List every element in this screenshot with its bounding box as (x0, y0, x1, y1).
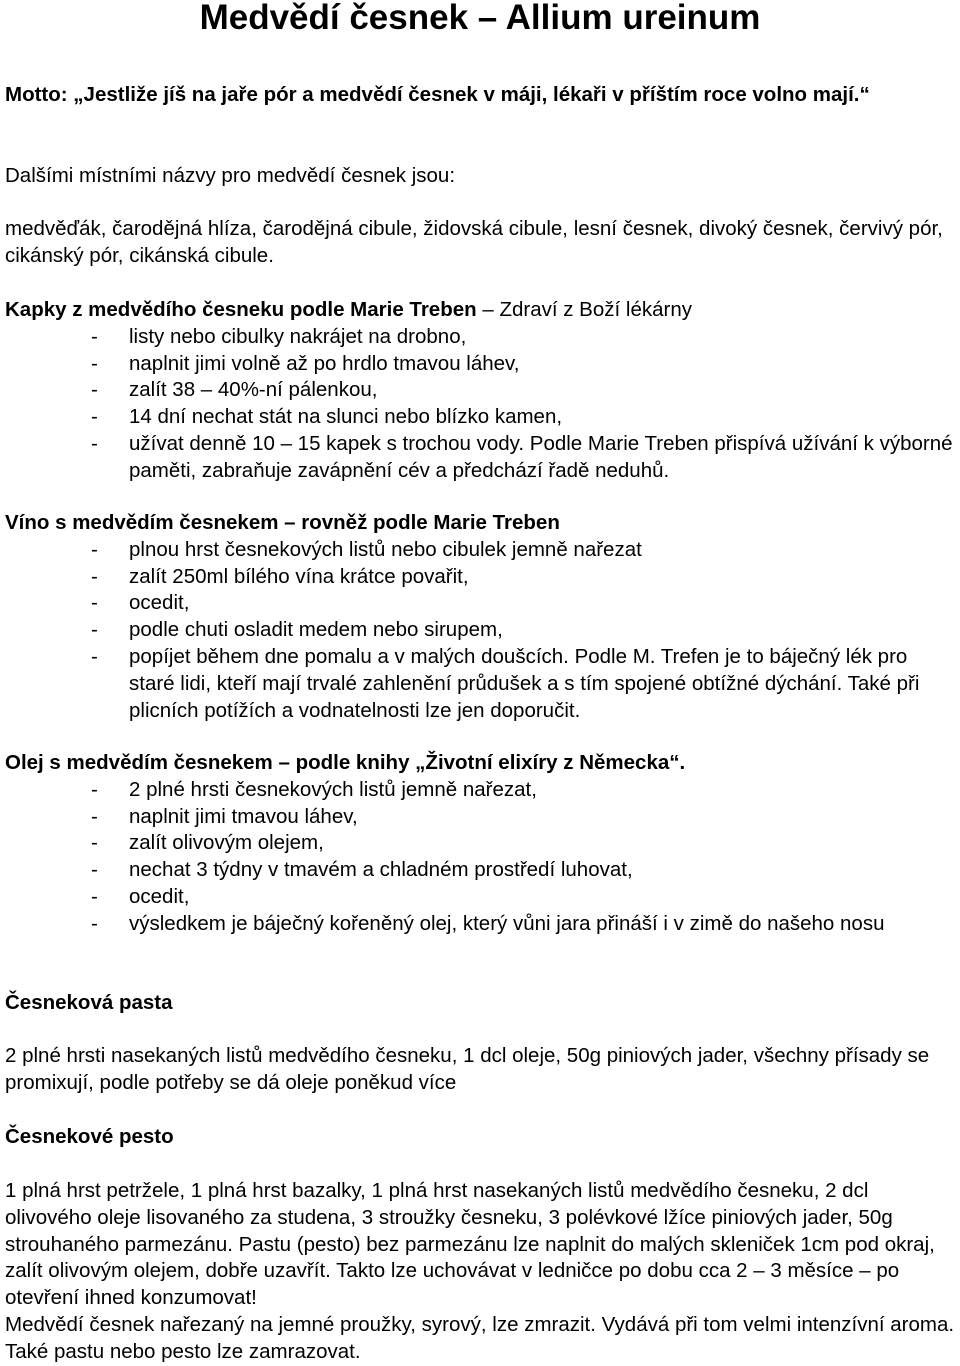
list-item: - plnou hrst česnekových listů nebo cibulek jemně nařezat (5, 537, 955, 564)
list-item: - 2 plné hrsti česnekových listů jemně nařezat, (5, 777, 955, 804)
drops-heading: Kapky z medvědího česneku podle Marie Treben (5, 298, 477, 321)
list-dash: - (91, 324, 98, 348)
list-dash: - (91, 858, 98, 882)
wine-section (5, 510, 955, 724)
oil-section (5, 750, 955, 938)
wine-heading: Víno s medvědím česnekem – rovněž podle Marie Treben (5, 511, 560, 534)
list-dash: - (91, 378, 98, 402)
list-dash: - (91, 911, 98, 935)
names-list: medvěďák, čarodějná hlíza, čarodějná cibule, židovská cibule, lesní česnek, divoký česnek, červivý pór, cikánský pór, cikánská cibule. (5, 217, 943, 267)
list-dash: - (91, 884, 98, 908)
drops-heading-rest: – Zdraví z Boží lékárny (476, 298, 692, 321)
names-intro: Dalšími místními názvy pro medvědí česnek jsou: (5, 164, 456, 187)
list-item: - 14 dní nechat stát na slunci nebo blízko kamen, (5, 404, 955, 431)
list-item: - zalít olivovým olejem, (5, 830, 955, 857)
list-dash: - (91, 351, 98, 375)
list-item: - výsledkem je báječný kořeněný olej, který vůni jara přináší i v zimě do našeho nosu (5, 911, 955, 938)
list-item: - naplnit jimi tmavou láhev, (5, 804, 955, 831)
page-title: Medvědí česnek – Allium ureinum (199, 0, 761, 37)
list-dash: - (91, 618, 98, 642)
list-dash: - (91, 777, 98, 801)
wine-list (5, 537, 955, 725)
pesto-heading: Česnekové pesto (5, 1125, 174, 1148)
drops-list (5, 324, 955, 485)
oil-list (5, 777, 955, 938)
list-item: - popíjet během dne pomalu a v malých doušcích. Podle M. Trefen je to báječný lék pro staré lidi, kteří mají trvalé zahlenění průdušek a s tím spojené obtížné dýchání. Také při plicních potížích a vodnatelnosti lze jen doporučit. (91, 644, 920, 722)
paste-text: 2 plné hrsti nasekaných listů medvědího česneku, 1 dcl oleje, 50g piniových jader, všechny přísady se promixují, podle potřeby se dá oleje poněkud více (5, 1044, 930, 1094)
pesto-freeze-text: Medvědí česnek nařezaný na jemné proužky, syrový, lze zmrazit. Vydává při tom velmi intenzívní aroma. Také pastu nebo pesto lze zamrazovat. (5, 1313, 955, 1363)
list-item: - ocedit, (5, 590, 955, 617)
list-item: - zalít 38 – 40%-ní pálenkou, (5, 377, 955, 404)
motto: Motto: „Jestliže jíš na jaře pór a medvědí česnek v máji, lékaři v příštím roce volno mají.“ (5, 83, 870, 106)
paste-heading: Česneková pasta (5, 991, 173, 1014)
list-dash: - (91, 804, 98, 828)
list-dash: - (91, 831, 98, 855)
list-item: - užívat denně 10 – 15 kapek s trochou vody. Podle Marie Treben přispívá užívání k výborné paměti, zabraňuje zavápnění cév a předchází řadě neduhů. (91, 431, 953, 482)
list-dash: - (91, 431, 98, 455)
list-item: - ocedit, (5, 884, 955, 911)
list-item: - nechat 3 týdny v tmavém a chladném prostředí luhovat, (5, 857, 955, 884)
list-dash: - (91, 564, 98, 588)
list-dash: - (91, 644, 98, 668)
list-dash: - (91, 591, 98, 615)
drops-heading-line (5, 297, 955, 324)
oil-heading: Olej s medvědím česnekem – podle knihy „Životní elixíry z Německa“. (5, 751, 686, 774)
list-item: - naplnit jimi volně až po hrdlo tmavou láhev, (5, 351, 955, 378)
list-dash: - (91, 405, 98, 429)
drops-section (5, 297, 955, 485)
list-item: - listy nebo cibulky nakrájet na drobno, (5, 324, 955, 351)
list-item: - podle chuti osladit medem nebo sirupem, (5, 617, 955, 644)
list-item: - zalít 250ml bílého vína krátce povařit, (5, 564, 955, 591)
list-dash: - (91, 537, 98, 561)
pesto-text: 1 plná hrst petržele, 1 plná hrst bazalky, 1 plná hrst nasekaných listů medvědího česneku, 2 dcl olivového oleje lisovaného za studena, 3 stroužky česneku, 3 polévkové lžíce piniových jader, 50g strouhaného parmezánu. Pastu (pesto) bez parmezánu lze naplnit do malých skleniček 1cm pod okraj, zalít olivovým olejem, dobře uzavřít. Takto lze uchovávat v ledničce po dobu cca 2 – 3 měsíce – po otevření ihned konzumovat! (5, 1179, 935, 1310)
